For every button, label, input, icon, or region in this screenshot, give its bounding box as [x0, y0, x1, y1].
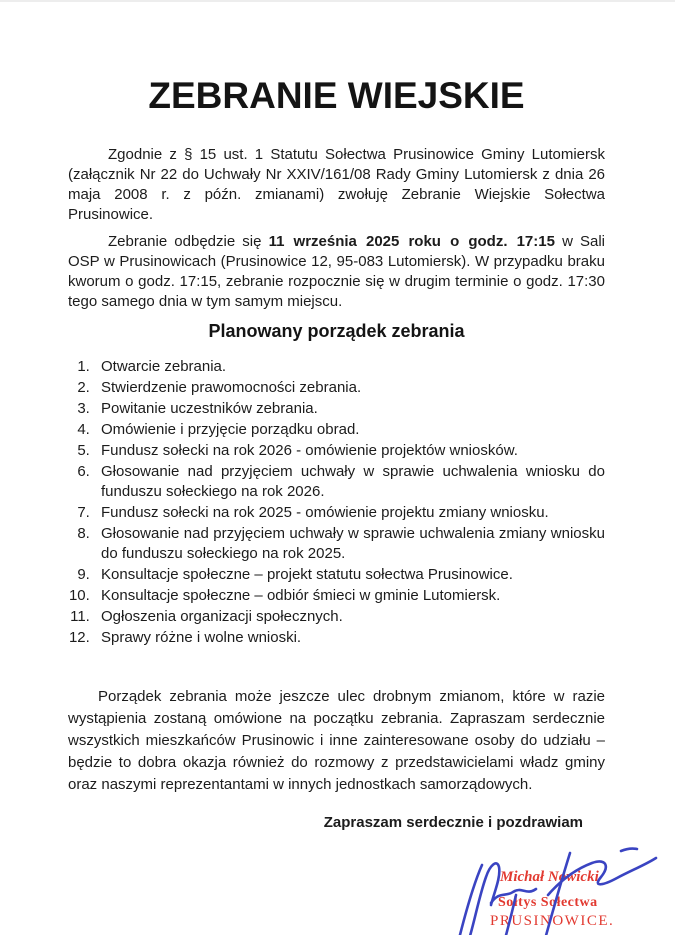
agenda-item-4: 4. Omówienie i przyjęcie porządku obrad. — [94, 420, 605, 440]
agenda-item-1: 1. Otwarcie zebrania. — [94, 357, 605, 377]
agenda-item-8: 8. Głosowanie nad przyjęciem uchwały w sprawie uchwalenia zmiany wniosku do funduszu sołeckiego na rok 2025. — [94, 524, 605, 564]
agenda-item-6: 6. Głosowanie nad przyjęciem uchwały w sprawie uchwalenia wniosku do funduszu sołeckiego na rok 2026. — [94, 462, 605, 502]
agenda-item-10: 10. Konsultacje społeczne – odbiór śmieci w gminie Lutomiersk. — [94, 586, 605, 606]
agenda-item-9: 9. Konsultacje społeczne – projekt statutu sołectwa Prusinowice. — [94, 565, 605, 585]
closing-paragraph: Porządek zebrania może jeszcze ulec drobnym zmianom, które w razie wystąpienia zostaną omówione na początku zebrania. Zapraszam serdecznie wszystkich mieszkańców Prusinowic i inne zainteresowane osoby do udziału – będzie to dobra okazja również do rozmowy z przedstawicielami władz gminy oraz naszymi reprezentantami w innych jednostkach samorządowych. — [68, 688, 605, 793]
agenda-item-3: 3. Powitanie uczestników zebrania. — [94, 399, 605, 419]
meeting-details-paragraph — [68, 232, 605, 312]
signature-and-stamp-image — [398, 833, 675, 935]
meeting-date-time: 11 września 2025 roku o godz. 17:15 — [268, 233, 555, 250]
stamp-place-text: PRUSINOWICE. — [490, 913, 615, 929]
agenda-list — [68, 357, 605, 648]
stamp-name-text: Michał Nowicki — [500, 869, 599, 885]
legal-basis-paragraph: Zgodnie z § 15 ust. 1 Statutu Sołectwa Prusinowice Gminy Lutomiersk (załącznik Nr 22 do Uchwały Nr XXIV/161/08 Rady Gminy Lutomiersk z dnia 26 maja 2008 r. z późn. zmianami) zwołuję Zebranie Wiejskie Sołectwa Prusinowice. — [68, 146, 605, 223]
agenda-item-2: 2. Stwierdzenie prawomocności zebrania. — [94, 378, 605, 398]
farewell-line: Zapraszam serdecznie i pozdrawiam — [323, 814, 583, 831]
document-title: ZEBRANIE WIEJSKIE — [148, 75, 525, 116]
agenda-item-11: 11. Ogłoszenia organizacji społecznych. — [94, 607, 605, 627]
meeting-details-text-after: w Sali OSP w Prusinowicach (Prusinowice 12, 95-083 Lutomiersk). W przypadku braku kworum o godz. 17:15, zebranie rozpocznie się w drugim terminie o godz. 17:30 tego samego dnia w tym samym miejscu. — [68, 233, 606, 310]
agenda-item-7: 7. Fundusz sołecki na rok 2025 - omówienie projektu zmiany wniosku. — [94, 503, 605, 523]
signature-area — [68, 833, 615, 935]
agenda-item-5: 5. Fundusz sołecki na rok 2026 - omówienie projektów wniosków. — [94, 441, 605, 461]
meeting-details-text-before: Zebranie odbędzie się — [108, 233, 269, 250]
agenda-heading: Planowany porządek zebrania — [208, 321, 465, 341]
agenda-item-12: 12. Sprawy różne i wolne wnioski. — [94, 628, 605, 648]
stamp-role-text: Sołtys Sołectwa — [498, 895, 598, 910]
